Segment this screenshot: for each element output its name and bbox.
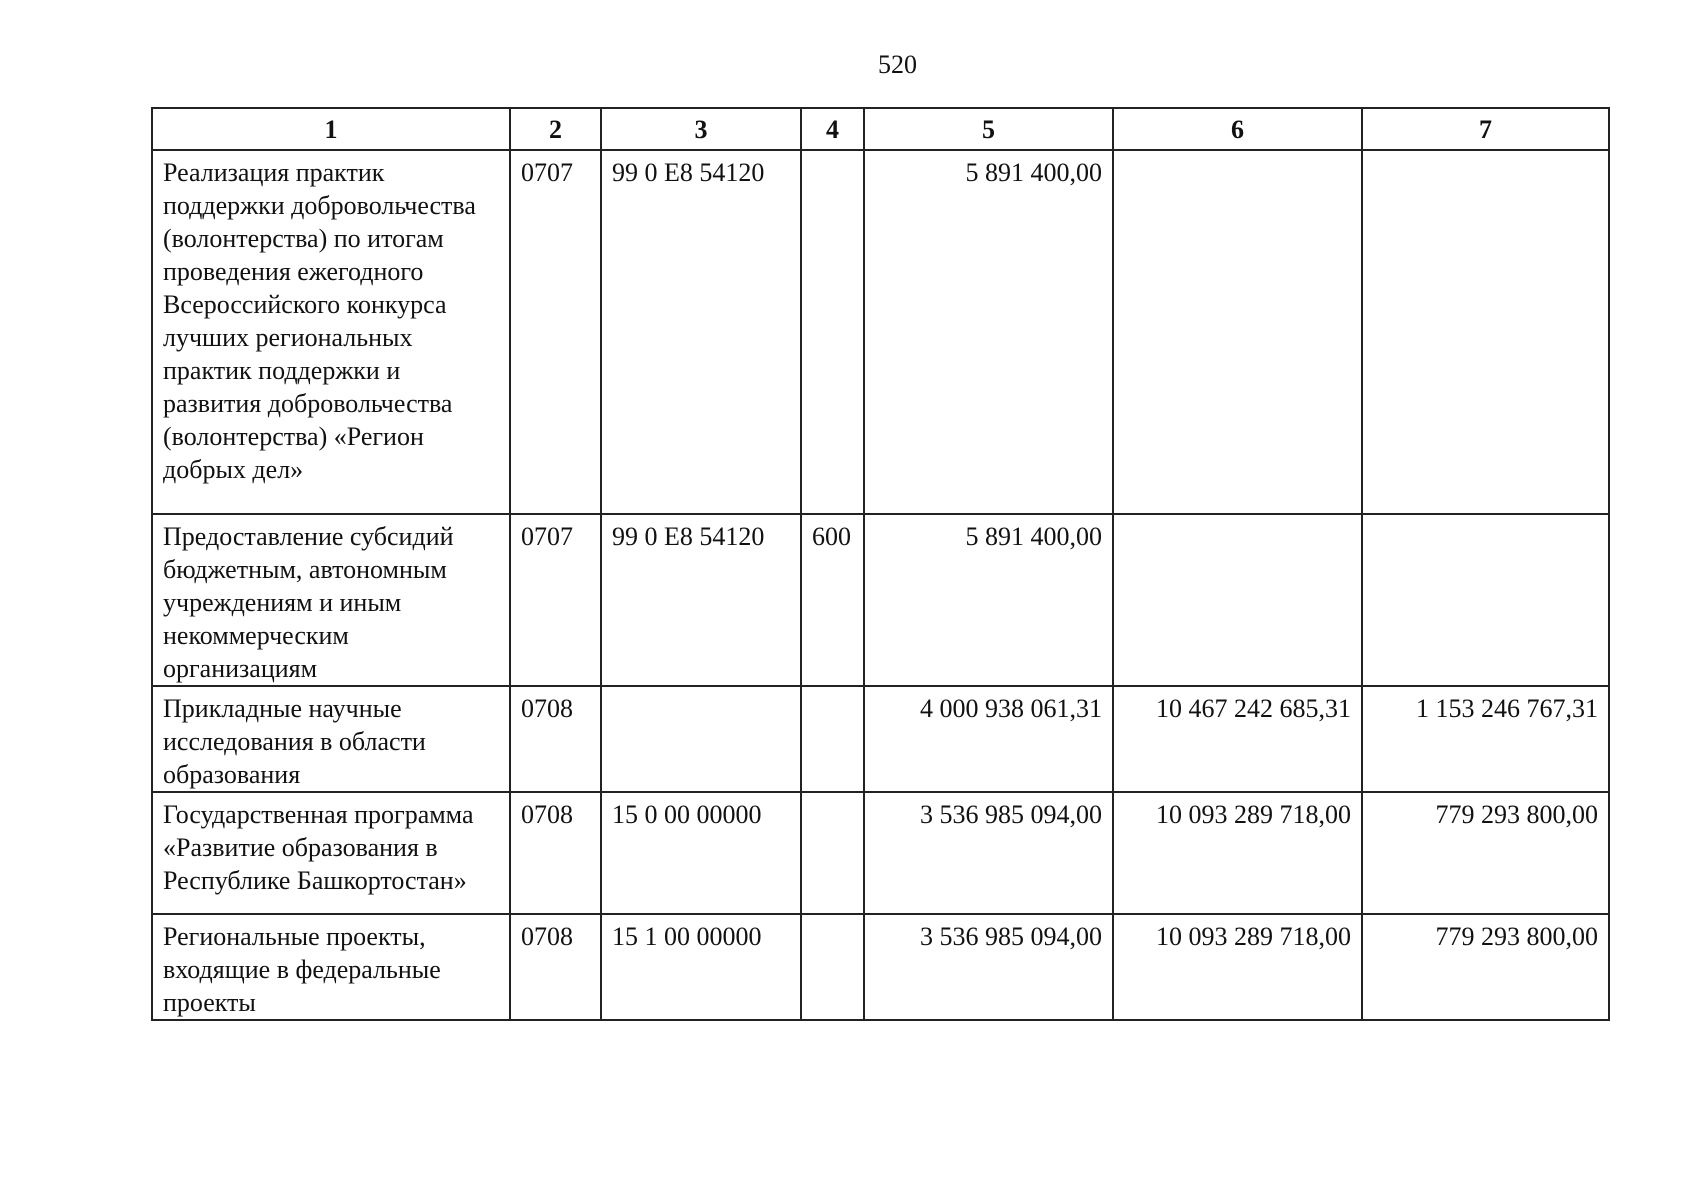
row-amount-3: 779 293 800,00 [1362,792,1609,914]
row-target-code: 15 1 00 00000 [601,914,801,1020]
row-amount-3 [1362,514,1609,686]
header-col-4: 4 [801,108,864,150]
row-amount-2 [1113,150,1362,514]
table-row [152,150,1609,514]
table-row [152,686,1609,792]
row-amount-2: 10 467 242 685,31 [1113,686,1362,792]
row-name: Предоставление субсидий бюджетным, автономным учреждениям и иным некоммерческим организациям [152,514,510,686]
header-col-6: 6 [1113,108,1362,150]
row-name: Прикладные научные исследования в области образования [152,686,510,792]
row-expense-type [801,914,864,1020]
header-col-2: 2 [510,108,601,150]
row-target-code: 99 0 E8 54120 [601,150,801,514]
page-number: 520 [878,50,917,79]
budget-table [151,107,1610,1021]
table-row [152,792,1609,914]
row-section-code: 0708 [510,914,601,1020]
row-amount-2 [1113,514,1362,686]
row-amount-1: 5 891 400,00 [864,150,1113,514]
row-target-code [601,686,801,792]
row-section-code: 0707 [510,514,601,686]
row-expense-type [801,150,864,514]
row-expense-type [801,792,864,914]
table-row [152,914,1609,1020]
row-target-code: 99 0 E8 54120 [601,514,801,686]
row-name: Государственная программа «Развитие образования в Республике Башкортостан» [152,792,510,914]
header-col-5: 5 [864,108,1113,150]
row-section-code: 0708 [510,686,601,792]
row-target-code: 15 0 00 00000 [601,792,801,914]
row-amount-1: 5 891 400,00 [864,514,1113,686]
row-amount-1: 4 000 938 061,31 [864,686,1113,792]
header-col-1: 1 [152,108,510,150]
row-name: Региональные проекты, входящие в федеральные проекты [152,914,510,1020]
row-amount-2: 10 093 289 718,00 [1113,914,1362,1020]
row-amount-2: 10 093 289 718,00 [1113,792,1362,914]
header-col-7: 7 [1362,108,1609,150]
row-section-code: 0708 [510,792,601,914]
header-col-3: 3 [601,108,801,150]
header-row [152,108,1609,150]
row-name: Реализация практик поддержки добровольчества (волонтерства) по итогам проведения ежегодного Всероссийского конкурса лучших региональных практик поддержки и развития добровольчества (волонтерства) «Регион добрых дел» [152,150,510,514]
row-expense-type: 600 [801,514,864,686]
row-expense-type [801,686,864,792]
row-amount-1: 3 536 985 094,00 [864,792,1113,914]
row-amount-3: 1 153 246 767,31 [1362,686,1609,792]
row-amount-1: 3 536 985 094,00 [864,914,1113,1020]
row-section-code: 0707 [510,150,601,514]
row-amount-3 [1362,150,1609,514]
row-amount-3: 779 293 800,00 [1362,914,1609,1020]
table-row [152,514,1609,686]
